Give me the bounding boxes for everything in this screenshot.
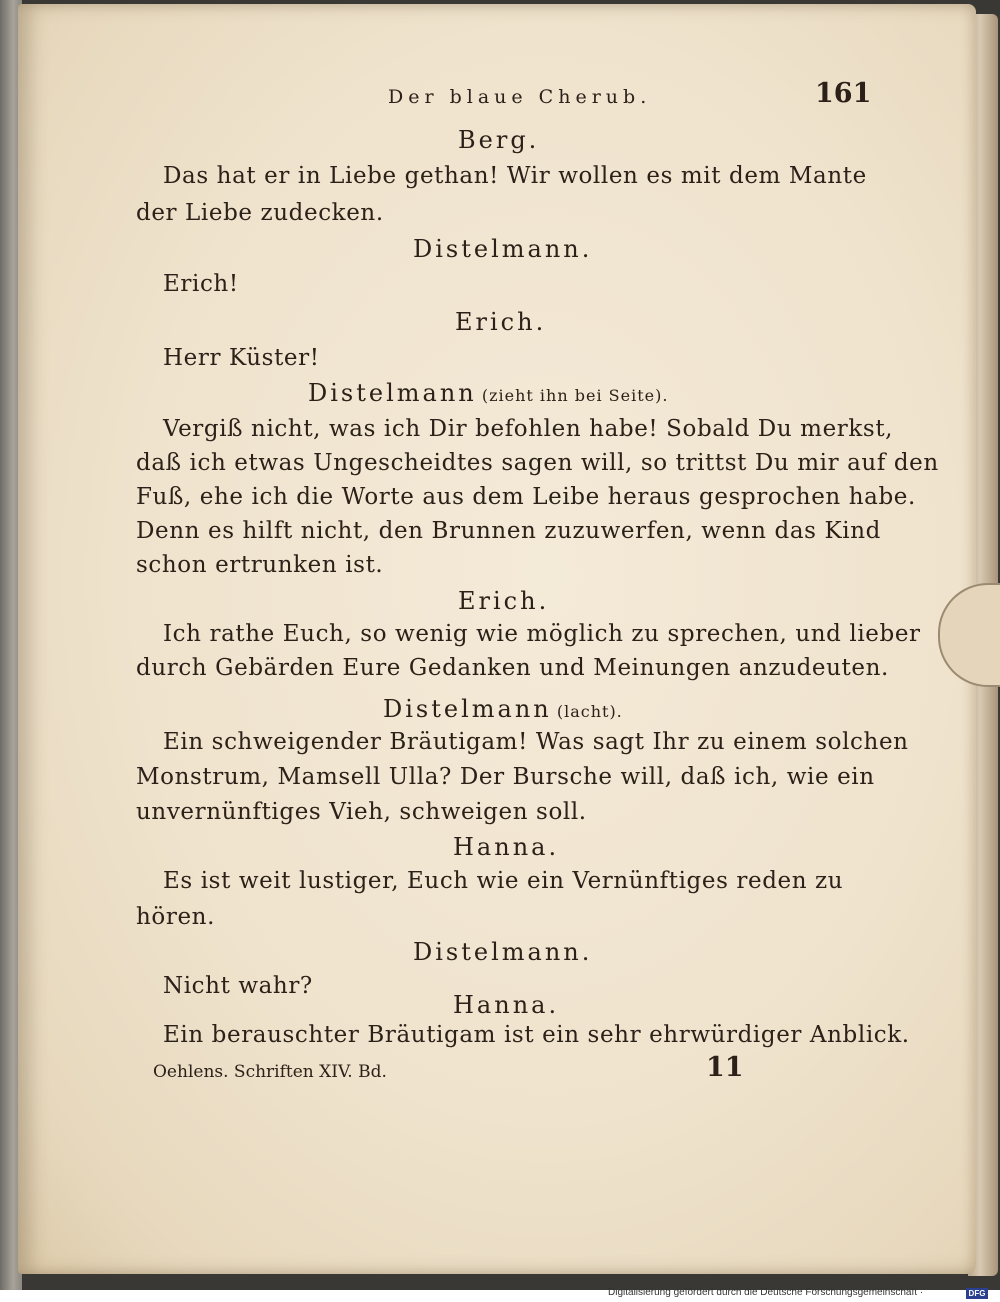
speaker-label: Erich. [458, 587, 550, 615]
speaker-label: Hanna. [453, 833, 560, 861]
body-line: Es ist weit lustiger, Euch wie ein Vernünftiges reden zu [163, 868, 844, 894]
page-number: 161 [815, 78, 872, 109]
speaker-label: Erich. [455, 308, 547, 336]
signature-number: 11 [706, 1052, 744, 1083]
body-line: unvernünftiges Vieh, schweigen soll. [136, 799, 587, 825]
body-line: Herr Küster! [163, 345, 320, 371]
printer-signature: Oehlens. Schriften XIV. Bd. [153, 1062, 387, 1082]
stage-direction: (lacht). [556, 702, 623, 721]
funding-credit: Digitalisierung gefördert durch die Deutsche Forschungsgemeinschaft · [608, 1287, 924, 1298]
body-line: Fuß, ehe ich die Worte aus dem Leibe heraus gesprochen habe. [136, 484, 916, 510]
book-page [18, 4, 976, 1274]
body-line: daß ich etwas Ungescheidtes sagen will, so trittst Du mir auf den [136, 450, 939, 476]
body-line: Vergiß nicht, was ich Dir befohlen habe! Sobald Du merkst, [163, 416, 894, 442]
body-line: Ein schweigender Bräutigam! Was sagt Ihr zu einem solchen [163, 729, 909, 755]
body-line: schon ertrunken ist. [136, 552, 384, 578]
body-line: der Liebe zudecken. [136, 200, 384, 226]
speaker-label: Berg. [458, 126, 540, 154]
speaker-label: Distelmann [383, 695, 552, 723]
body-line: Erich! [163, 271, 239, 297]
speaker-label: Distelmann. [413, 235, 593, 263]
body-line: Nicht wahr? [163, 973, 313, 999]
body-line: Ein berauschter Bräutigam ist ein sehr ehrwürdiger Anblick. [163, 1022, 910, 1048]
body-line: durch Gebärden Eure Gedanken und Meinungen anzudeuten. [136, 655, 889, 681]
body-line: Das hat er in Liebe gethan! Wir wollen es mit dem Mante [163, 163, 867, 189]
speaker-with-direction [308, 379, 668, 407]
speaker-label: Distelmann. [413, 938, 593, 966]
speaker-label: Hanna. [453, 991, 560, 1019]
speaker-with-direction [383, 695, 623, 723]
body-line: Denn es hilft nicht, den Brunnen zuzuwerfen, wenn das Kind [136, 518, 881, 544]
stage-direction: (zieht ihn bei Seite). [481, 386, 669, 405]
body-line: Monstrum, Mamsell Ulla? Der Bursche will, daß ich, wie ein [136, 764, 875, 790]
speaker-label: Distelmann [308, 379, 477, 407]
body-line: Ich rathe Euch, so wenig wie möglich zu sprechen, und lieber [163, 621, 921, 647]
dfg-logo: DFG [966, 1288, 988, 1299]
running-title: Der blaue Cherub. [388, 86, 652, 108]
body-line: hören. [136, 904, 215, 930]
